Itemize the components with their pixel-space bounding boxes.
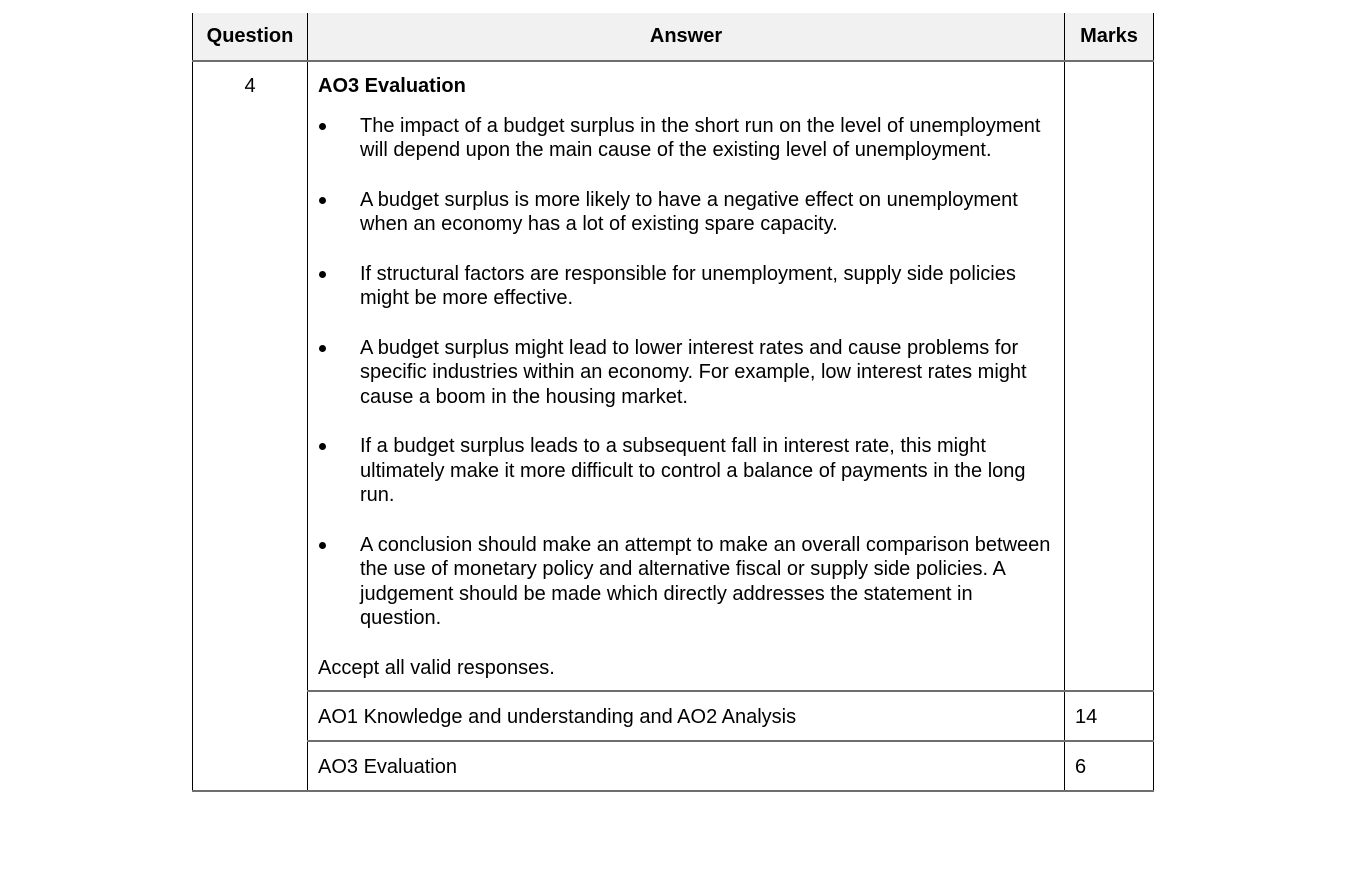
bullet-icon <box>319 542 326 549</box>
bullet-item <box>318 434 1054 508</box>
bullet-item <box>318 188 1054 237</box>
bullet-icon <box>319 197 326 204</box>
header-row <box>193 13 1154 61</box>
bullet-item <box>318 533 1054 631</box>
bullet-icon <box>319 271 326 278</box>
header-marks: Marks <box>1065 13 1154 61</box>
mark-scheme-table <box>192 13 1154 792</box>
bullet-icon <box>319 345 326 352</box>
evaluation-bullets <box>318 114 1054 631</box>
marks-row-label: AO1 Knowledge and understanding and AO2 Analysis <box>308 691 1065 741</box>
bullet-icon <box>319 123 326 130</box>
bullet-text: A conclusion should make an attempt to make an overall comparison between the use of monetary policy and alternative fiscal or supply side policies. A judgement should be made which directly addresses the statement in question. <box>360 533 1051 629</box>
answer-row <box>193 61 1154 691</box>
bullet-text: If structural factors are responsible for unemployment, supply side policies might be more effective. <box>360 262 1016 309</box>
bullet-text: A budget surplus might lead to lower interest rates and cause problems for specific industries within an economy. For example, low interest rates might cause a boom in the housing market. <box>360 336 1027 408</box>
bullet-text: If a budget surplus leads to a subsequent fall in interest rate, this might ultimately make it more difficult to control a balance of payments in the long run. <box>360 435 1026 506</box>
marks-row-label: AO3 Evaluation <box>308 741 1065 791</box>
marks-cell-empty <box>1065 61 1154 691</box>
marks-row-ao1-ao2 <box>193 691 1154 741</box>
header-answer: Answer <box>308 13 1065 61</box>
bullet-icon <box>319 443 326 450</box>
bullet-text: The impact of a budget surplus in the short run on the level of unemployment will depend upon the main cause of the existing level of unemployment. <box>360 114 1041 161</box>
bullet-item <box>318 114 1054 163</box>
question-number: 4 <box>193 61 308 791</box>
marks-row-value: 14 <box>1065 691 1154 741</box>
answer-cell <box>308 61 1065 691</box>
bullet-item <box>318 336 1054 410</box>
marks-row-ao3 <box>193 741 1154 791</box>
bullet-text: A budget surplus is more likely to have a negative effect on unemployment when an economy has a lot of existing spare capacity. <box>360 188 1018 235</box>
header-question: Question <box>193 13 308 61</box>
bullet-item <box>318 262 1054 311</box>
marks-row-value: 6 <box>1065 741 1154 791</box>
section-title: AO3 Evaluation <box>318 75 466 97</box>
accept-note: Accept all valid responses. <box>318 656 555 679</box>
